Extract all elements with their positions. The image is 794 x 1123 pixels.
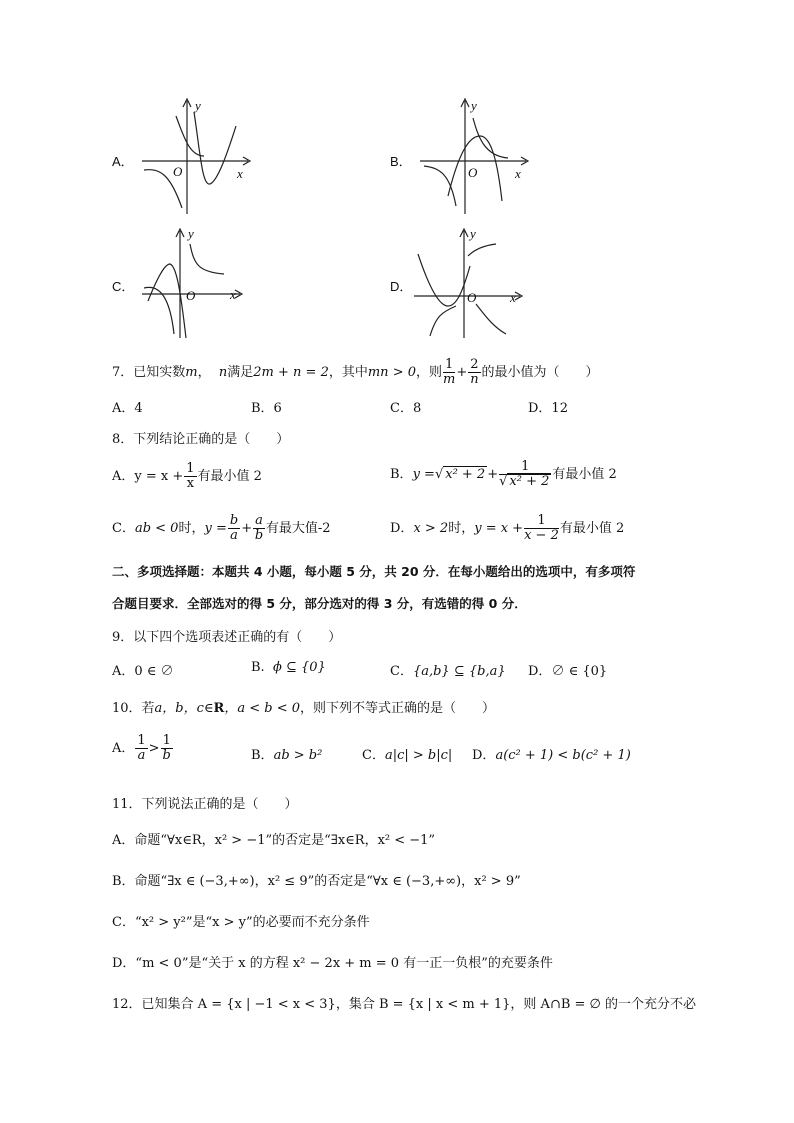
q11-option-d: D．“m < 0”是“关于 x 的方程 x² − 2x + m = 0 有一正一负根”的充要条件 xyxy=(112,956,553,971)
q8-option-b: B．y =√ x² + 2 + $\frac{1}{\text{√ x² + 2}}$ 有最小值 2 xyxy=(390,459,617,489)
svg-text:y: y xyxy=(470,226,476,241)
q7-stem: 7．已知实数m， n满足2m + n = 2，其中mn > 0，则 $\frac{1}{m}$ + $\frac{2}{n}$ 的最小值为（ ） xyxy=(112,357,599,387)
q9-stem: 9．以下四个选项表述正确的有（ ） xyxy=(112,630,342,645)
q8-option-d: D．x > 2时，y = x + $\frac{1}{x - 2}$ 有最小值 2 xyxy=(390,513,625,543)
q11-stem: 11．下列说法正确的是（ ） xyxy=(112,797,298,812)
q9-option-a: A．0 ∈ ∅ xyxy=(112,664,174,679)
q7-option-d: D．12 xyxy=(528,401,568,416)
q10-option-a: A． $\frac{1}{a}$ > $\frac{1}{b}$ xyxy=(112,733,171,763)
section2-line2: 合题目要求．全部选对的得 5 分，部分选对的得 3 分，有选错的得 0 分． xyxy=(112,596,527,611)
origin-label: O xyxy=(173,164,183,179)
option-d-label: D． xyxy=(390,279,413,294)
q9-option-c: C．{a,b} ⊆ {b,a} xyxy=(390,664,506,679)
q7-option-b: B．6 xyxy=(251,401,282,416)
q8-stem: 8．下列结论正确的是（ ） xyxy=(112,432,290,447)
graph-d xyxy=(412,226,527,341)
q7-option-c: C．8 xyxy=(390,401,422,416)
q9-option-d: D．∅ ∈ {0} xyxy=(528,664,608,679)
graph-b xyxy=(418,96,533,216)
graph-c xyxy=(140,226,255,341)
option-c-label: C． xyxy=(112,279,135,294)
q8-option-a: A．y = x + $\frac{1}{x}$ 有最小值 2 xyxy=(112,461,262,491)
q7-option-a: A．4 xyxy=(112,401,143,416)
svg-text:x: x xyxy=(510,290,516,305)
svg-text:O: O xyxy=(186,288,196,303)
q8-option-c: C．ab < 0时，y = $\frac{b}{a}$ + $\frac{a}{b}$ 有最大值-2 xyxy=(112,513,331,543)
q9-option-b: B. ϕ ⊆ {0} xyxy=(251,660,326,675)
curve-right xyxy=(194,112,236,184)
svg-text:y: y xyxy=(471,98,477,113)
q10-stem: 10．若a，b，c∈R，a < b < 0，则下列不等式正确的是（ ） xyxy=(112,701,496,716)
option-b-label: B． xyxy=(390,154,412,169)
q11-option-c: C．“x² > y²”是“x > y”的必要而不充分条件 xyxy=(112,915,370,930)
svg-text:y: y xyxy=(188,226,194,241)
q10-option-d: D．a(c² + 1) < b(c² + 1) xyxy=(472,748,631,763)
q12-stem: 12．已知集合 A = {x | −1 < x < 3}，集合 B = {x | x < m + 1}，则 A∩B = ∅ 的一个充分不必 xyxy=(112,997,697,1012)
y-label: y xyxy=(195,98,201,113)
section2-line1: 二、多项选择题：本题共 4 小题，每小题 5 分，共 20 分．在每小题给出的选项中，有多项符 xyxy=(112,564,636,579)
q10-option-c: C．a|c| > b|c| xyxy=(362,748,453,763)
svg-text:x: x xyxy=(515,166,521,181)
svg-text:O: O xyxy=(467,290,477,305)
graph-a xyxy=(140,96,255,216)
option-a-label: A． xyxy=(112,154,134,169)
x-label: x xyxy=(237,166,243,181)
q10-option-b: B．ab > b² xyxy=(251,748,323,763)
q11-option-b: B．命题“∃x ∈ (−3,+∞)，x² ≤ 9”的否定是“∀x ∈ (−3,+∞)，x² > 9” xyxy=(112,874,521,889)
q11-option-a: A．命题“∀x∈R，x² > −1”的否定是“∃x∈R，x² < −1” xyxy=(112,833,436,848)
svg-text:O: O xyxy=(468,165,478,180)
svg-text:x: x xyxy=(230,287,236,302)
